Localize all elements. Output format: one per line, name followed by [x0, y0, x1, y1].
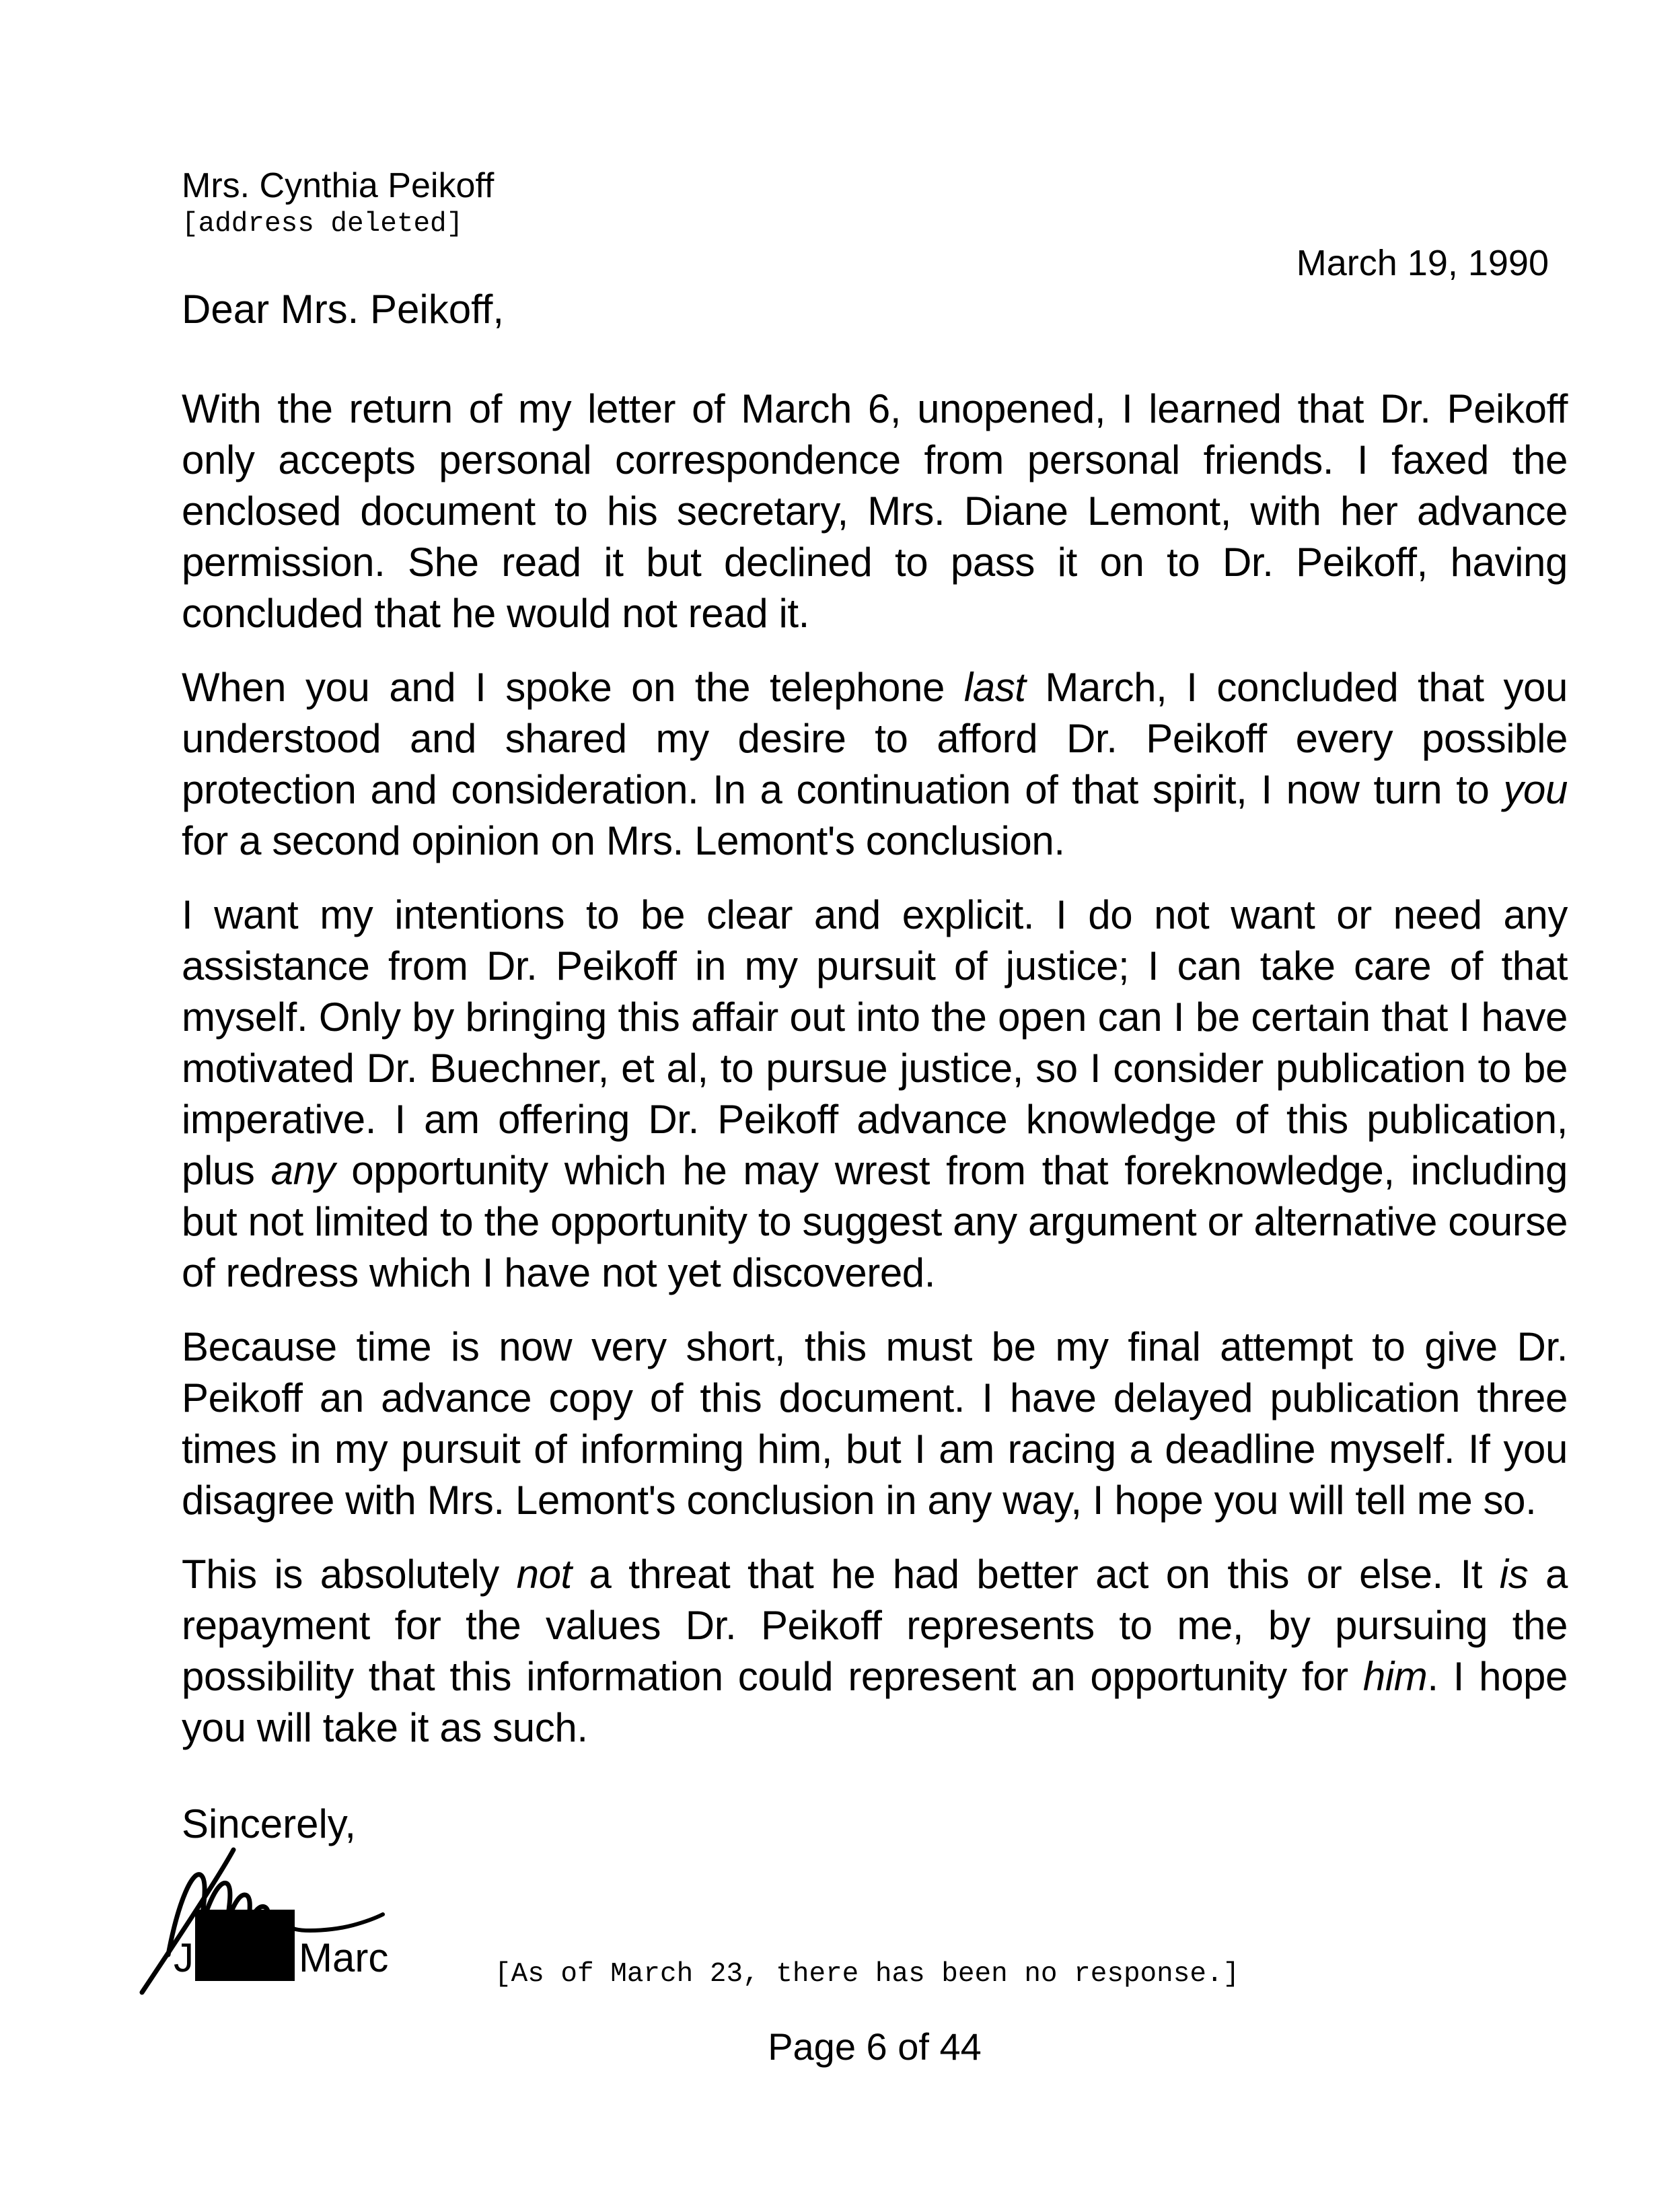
letter-paragraph — [182, 1322, 1568, 1526]
postscript-note: [As of March 23, there has been no response.] — [495, 1959, 1240, 1990]
italic-run: is — [1499, 1552, 1529, 1597]
text-run: . I hope you will take it as such. — [182, 1654, 1568, 1750]
page-number: Page 6 of 44 — [768, 2025, 982, 2068]
signature-name-suffix: Marc — [299, 1935, 389, 1980]
text-run: for a second opinion on Mrs. Lemont's conclusion. — [182, 818, 1065, 863]
letter-date: March 19, 1990 — [1296, 243, 1549, 283]
text-run: When you and I spoke on the telephone — [182, 665, 964, 710]
recipient-name: Mrs. Cynthia Peikoff — [182, 166, 495, 205]
italic-run: last — [963, 665, 1026, 710]
letter-paragraph — [182, 890, 1568, 1299]
text-run: I want my intentions to be clear and explicit. I do not want or need any assistance from Dr. Peikoff in my pursuit of justice; I can take care of that myself. Only by bringing this affair out into the open can I be certain that I have motivated Dr. Buechner, et al, to pursue justice, so I consider publication to be imperative. I am offering Dr. Peikoff advance knowledge of this publication, plus — [182, 892, 1568, 1193]
text-run: With the return of my letter of March 6, unopened, I learned that Dr. Peikoff only accepts personal correspondence from personal friends. I faxed the enclosed document to his secretary, Mrs. Diane Lemont, with her advance permission. She read it but declined to pass it on to Dr. Peikoff, having concluded that he would not read it. — [182, 386, 1568, 636]
letter-paragraph — [182, 384, 1568, 639]
italic-run: not — [516, 1552, 572, 1597]
letter-body — [182, 384, 1568, 1754]
text-run: Because time is now very short, this must be my final attempt to give Dr. Peikoff an advance copy of this document. I have delayed publication three times in my pursuit of informing him, but I am racing a deadline myself. If you disagree with Mrs. Lemont's conclusion in any way, I hope you will tell me so. — [182, 1324, 1568, 1523]
text-run: opportunity which he may wrest from that foreknowledge, including but not limited to the opportunity to suggest any argument or alternative course of redress which I have not yet discovered. — [182, 1148, 1568, 1295]
signature-name-prefix: J — [174, 1935, 194, 1980]
closing: Sincerely, — [182, 1801, 356, 1846]
redaction-box — [195, 1910, 295, 1981]
signature-name — [174, 1910, 388, 1982]
italic-run: you — [1503, 767, 1568, 812]
text-run: This is absolutely — [182, 1552, 517, 1597]
text-run: a repayment for the values Dr. Peikoff represents to me, by pursuing the possibility that this information could represent an opportunity for — [182, 1552, 1568, 1699]
text-run: a threat that he had better act on this or else. It — [571, 1552, 1500, 1597]
letter-paragraph — [182, 1549, 1568, 1754]
text-run: March, I concluded that you understood and shared my desire to afford Dr. Peikoff every possible protection and consideration. In a continuation of that spirit, I now turn to — [182, 665, 1568, 812]
salutation: Dear Mrs. Peikoff, — [182, 287, 505, 332]
letter-paragraph — [182, 662, 1568, 867]
recipient-address: [address deleted] — [182, 209, 464, 240]
italic-run: him — [1362, 1654, 1428, 1699]
letter-content — [182, 0, 1568, 1776]
italic-run: any — [270, 1148, 336, 1193]
